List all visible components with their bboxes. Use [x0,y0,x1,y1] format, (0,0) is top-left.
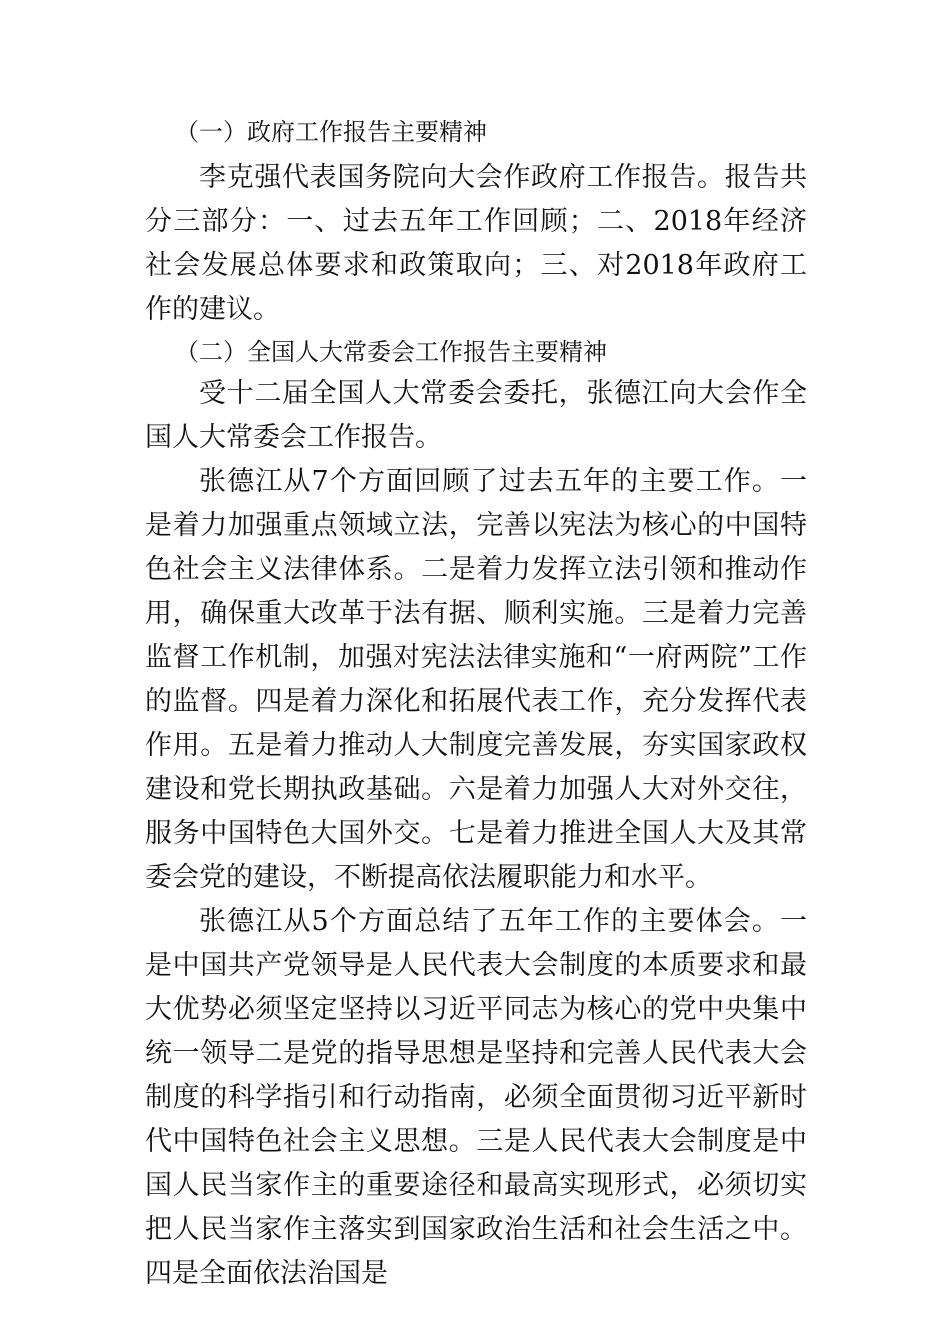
section-heading-npc-report: （二）全国人大常委会工作报告主要精神 [175,338,607,366]
section-heading-government-report: （一）政府工作报告主要精神 [175,118,487,146]
document-page [145,112,807,1296]
paragraph-npc-report-intro: 受十二届全国人大常委会委托，张德江向大会作全国人大常委会工作报告。 [145,378,807,453]
paragraph-npc-five-lessons: 张德江从5个方面总结了五年工作的主要体会。一是中国共产党领导是人民代表大会制度的本质要求和最大优势必须坚定坚持以习近平同志为核心的党中央集中统一领导二是党的指导思想是坚持和完善人民代表大会制度的科学指引和行动指南，必须全面贯彻习近平新时代中国特色社会主义思想。三是人民代表大会制度是中国人民当家作主的重要途径和最高实现形式，必须切实把人民当家作主落实到国家政治生活和社会生活之中。四是全面依法治国是 [145,906,807,1289]
paragraph-government-report-summary: 李克强代表国务院向大会作政府工作报告。报告共分三部分：一、过去五年工作回顾；二、2018年经济社会发展总体要求和政策取向；三、对2018年政府工作的建议。 [145,162,807,325]
paragraph-npc-seven-aspects: 张德江从7个方面回顾了过去五年的主要工作。一是着力加强重点领域立法，完善以宪法为核心的中国特色社会主义法律体系。二是着力发挥立法引领和推动作用，确保重大改革于法有据、顺利实施。三是着力完善监督工作机制，加强对宪法法律实施和“一府两院”工作的监督。四是着力深化和拓展代表工作，充分发挥代表作用。五是着力推动人大制度完善发展，夯实国家政权建设和党长期执政基础。六是着力加强人大对外交往，服务中国特色大国外交。七是着力推进全国人大及其常委会党的建设，不断提高依法履职能力和水平。 [145,466,807,893]
